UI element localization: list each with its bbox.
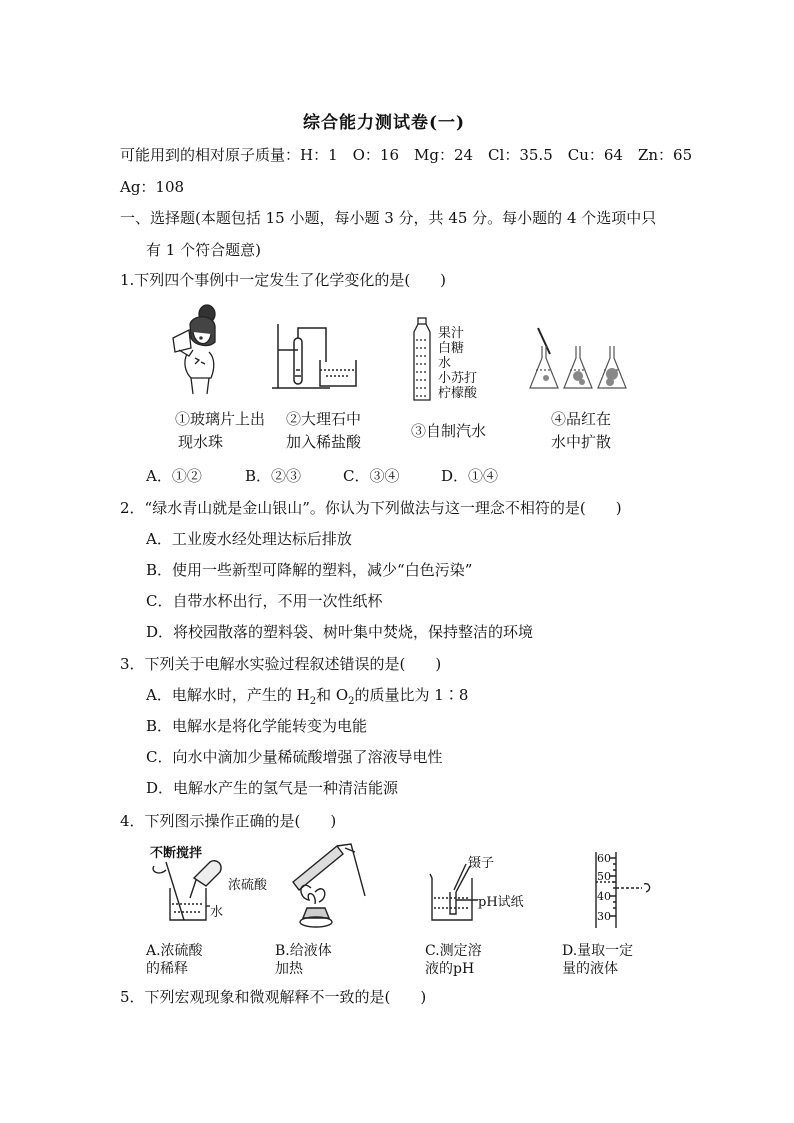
q3-option-d: D．电解水产生的氢气是一种清洁能源: [146, 779, 399, 797]
ph-test-illustration: [428, 860, 484, 922]
section-heading-line-1: 一、选择题(本题包括 15 小题，每小题 3 分，共 45 分。每小题的 4 个选项中只: [120, 209, 657, 227]
magenta-diffusion-flasks-illustration: [528, 328, 630, 394]
question-2-stem: 2．“绿水青山就是金山银山”。你认为下列做法与这一理念不相符的是( ): [120, 499, 622, 517]
bottle-label-sugar: 白糖: [438, 341, 465, 356]
q4-caption-b-line-1: B.给液体: [275, 943, 332, 959]
concentrated-acid-label: 浓硫酸: [228, 878, 268, 893]
q4-caption-d-line-2: 量的液体: [562, 961, 618, 977]
atomic-mass-line-2: Ag：108: [120, 178, 185, 196]
tweezers-label: 镊子: [468, 856, 495, 871]
q3-option-b: B．电解水是将化学能转变为电能: [146, 717, 368, 735]
q1-option-b: B．②③: [245, 467, 302, 485]
q1-option-d: D．①④: [441, 467, 499, 485]
bottle-label-water: 水: [438, 356, 452, 371]
question-3-stem: 3．下列关于电解水实验过程叙述错误的是( ): [120, 655, 442, 673]
bottle-label-baking-soda: 小苏打: [438, 371, 478, 386]
q2-option-d: D．将校园散落的塑料袋、树叶集中焚烧，保持整洁的环境: [146, 623, 534, 641]
cylinder-tick-60: 60: [597, 852, 611, 865]
q4-caption-c-line-1: C.测定溶: [425, 943, 482, 959]
cylinder-tick-30: 30: [597, 910, 611, 923]
q4-caption-b-line-2: 加热: [275, 961, 303, 977]
q1-caption-4-line-2: 水中扩散: [551, 433, 612, 451]
q4-caption-c-line-2: 液的pH: [425, 961, 475, 977]
water-label: 水: [210, 905, 224, 920]
q1-caption-3: ③自制汽水: [411, 422, 487, 440]
question-4-stem: 4．下列图示操作正确的是( ): [120, 812, 337, 830]
section-heading-line-2: 有 1 个符合题意): [146, 241, 261, 259]
acid-dilution-illustration: [150, 858, 230, 924]
stir-label: 不断搅拌: [150, 846, 203, 861]
q1-caption-1-line-2: 现水珠: [178, 433, 224, 451]
q2-option-b: B．使用一些新型可降解的塑料，减少“白色污染”: [146, 561, 473, 579]
q4-caption-a-line-1: A.浓硫酸: [146, 943, 203, 959]
marble-acid-apparatus-illustration: [270, 320, 365, 392]
cylinder-tick-40: 40: [597, 890, 611, 903]
atomic-mass-line-1: 可能用到的相对原子质量：H：1 O：16 Mg：24 Cl：35.5 Cu：64 Zn：65: [120, 146, 693, 164]
q2-option-c: C．自带水杯出行，不用一次性纸杯: [146, 592, 383, 610]
bottle-label-juice: 果汁: [438, 326, 465, 341]
q1-caption-4-line-1: ④品红在: [551, 410, 612, 428]
soda-bottle-illustration: [410, 318, 434, 402]
q3-option-c: C．向水中滴加少量稀硫酸增强了溶液导电性: [146, 748, 443, 766]
q1-option-a: A．①②: [146, 467, 202, 485]
q3-option-a: A．电解水时，产生的 $H_2$和 $O_2$的质量比为 1∶8: [146, 686, 469, 707]
bottle-label-citric-acid: 柠檬酸: [438, 386, 478, 401]
ph-paper-label: pH试纸: [478, 895, 524, 910]
q1-caption-1-line-1: ①玻璃片上出: [175, 410, 266, 428]
q4-caption-d-line-1: D.量取一定: [562, 943, 634, 959]
q2-option-a: A．工业废水经处理达标后排放: [146, 530, 352, 548]
question-5-stem: 5．下列宏观现象和微观解释不一致的是( ): [120, 988, 427, 1006]
girl-breathing-on-glass-illustration: [165, 302, 225, 394]
page-title: 综合能力测试卷(一): [303, 113, 466, 133]
question-1-stem: 1.下列四个事例中一定发生了化学变化的是( ): [120, 271, 447, 289]
q4-caption-a-line-2: 的稀释: [146, 961, 188, 977]
heating-liquid-illustration: [285, 842, 370, 928]
q1-caption-2-line-2: 加入稀盐酸: [286, 433, 362, 451]
q1-caption-2-line-1: ②大理石中: [286, 410, 362, 428]
q1-option-c: C．③④: [343, 467, 400, 485]
cylinder-tick-50: 50: [597, 870, 611, 883]
